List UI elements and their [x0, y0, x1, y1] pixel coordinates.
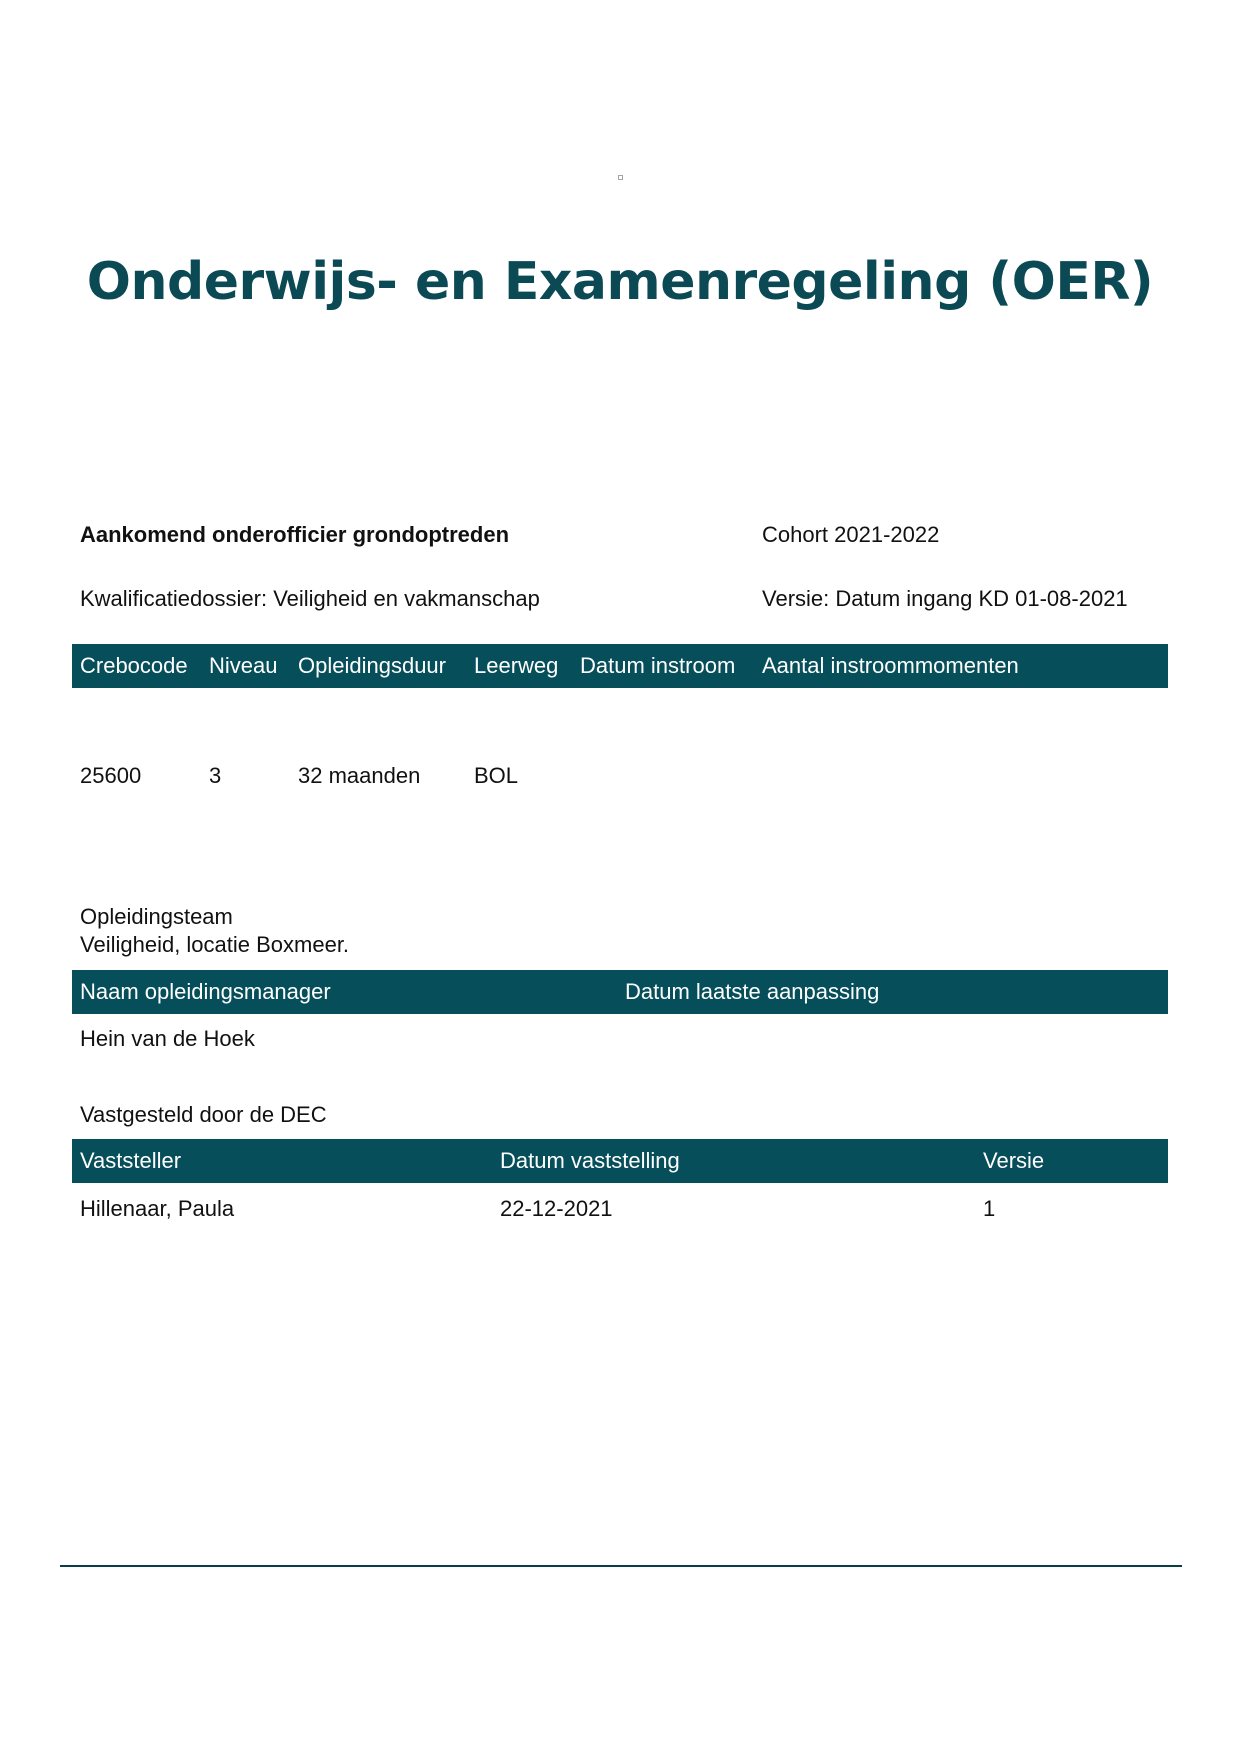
header-versie: Versie	[983, 1148, 1045, 1173]
team-name: Veiligheid, locatie Boxmeer.	[80, 932, 350, 957]
page-marker	[618, 175, 623, 180]
cell-leerweg: BOL	[474, 763, 519, 788]
manager-name: Hein van de Hoek	[80, 1026, 255, 1051]
cell-niveau: 3	[209, 763, 222, 788]
approval-version: 1	[983, 1196, 996, 1221]
approval-label: Vastgesteld door de DEC	[80, 1102, 327, 1127]
approver-name: Hillenaar, Paula	[80, 1196, 235, 1221]
header-datum-vaststelling: Datum vaststelling	[500, 1148, 680, 1173]
header-datum-instroom: Datum instroom	[580, 653, 736, 678]
program-name: Aankomend onderofficier grondoptreden	[80, 522, 510, 547]
header-crebocode: Crebocode	[80, 653, 188, 678]
header-datum-laatste-aanpassing: Datum laatste aanpassing	[625, 979, 880, 1004]
qualification-file: Kwalificatiedossier: Veiligheid en vakmanschap	[80, 586, 540, 611]
footer-divider	[60, 1565, 1182, 1567]
version-info: Versie: Datum ingang KD 01-08-2021	[762, 586, 1128, 611]
program-table-row	[72, 762, 1168, 794]
program-table-header	[72, 644, 1168, 688]
header-vaststeller: Vaststeller	[80, 1148, 182, 1173]
header-niveau: Niveau	[209, 653, 278, 678]
cohort: Cohort 2021-2022	[762, 522, 940, 547]
approval-date: 22-12-2021	[500, 1196, 613, 1221]
manager-table-header	[72, 970, 1168, 1014]
approval-table-header	[72, 1139, 1168, 1183]
header-naam-opleidingsmanager: Naam opleidingsmanager	[80, 979, 331, 1004]
cell-crebocode: 25600	[80, 763, 142, 788]
header-leerweg: Leerweg	[474, 653, 559, 678]
team-label: Opleidingsteam	[80, 904, 233, 929]
header-opleidingsduur: Opleidingsduur	[298, 653, 446, 678]
header-aantal-instroommomenten: Aantal instroommomenten	[762, 653, 1019, 678]
document-title: Onderwijs- en Examenregeling (OER)	[86, 252, 1154, 312]
cell-opleidingsduur: 32 maanden	[298, 763, 421, 788]
